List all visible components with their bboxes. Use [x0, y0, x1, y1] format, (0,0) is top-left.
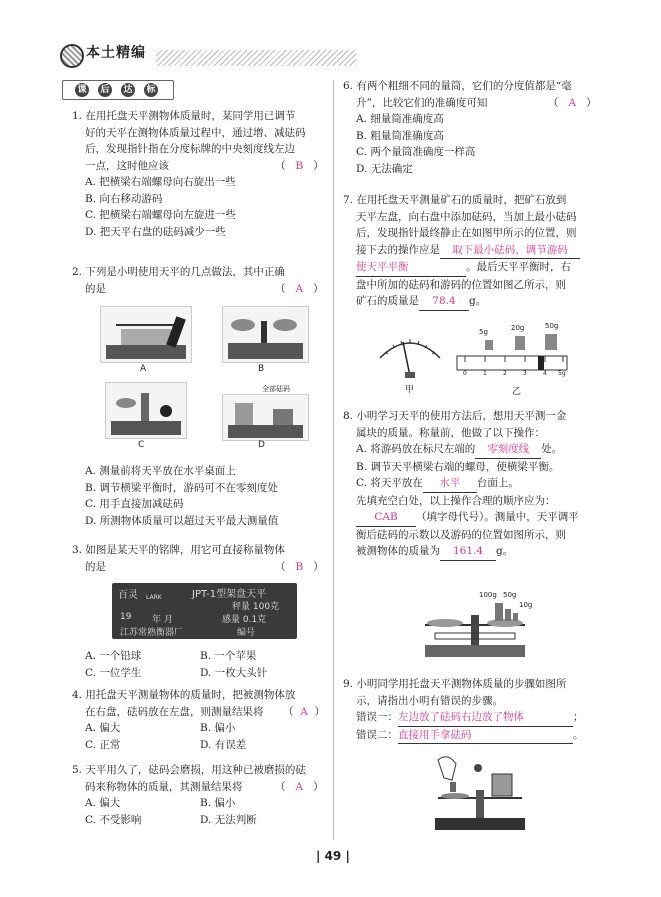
- figure-label: 乙: [512, 387, 522, 397]
- option: D. 所测物体质量可以超过天平最大测量值: [85, 514, 279, 527]
- question-text: 。: [573, 728, 584, 741]
- question-line: [343, 259, 605, 277]
- scale-tick: 4: [543, 370, 547, 377]
- question-text: 矿石的质量是: [356, 295, 419, 307]
- weight-label: 50g: [503, 591, 517, 599]
- scale-tick: 1: [483, 370, 487, 377]
- option: B. 偏小: [200, 722, 236, 734]
- question-line: [343, 475, 605, 493]
- option: A. 测量前将天平放在水平桌面上: [85, 465, 236, 477]
- scale-tick: 0: [463, 370, 467, 377]
- question-3: [72, 542, 327, 575]
- option: D. 无法确定: [356, 162, 413, 175]
- option: C. 用手直接加减砝码: [85, 498, 184, 510]
- option: A. 细量筒准确度高: [356, 113, 444, 125]
- plate-capacity: 秤量 100克: [232, 602, 280, 612]
- weight-label: 20g: [511, 324, 525, 332]
- header-decor: [156, 50, 356, 66]
- question-2-options: [72, 463, 327, 529]
- option: B. 调节横梁平衡时，游码可不在零刻度处: [85, 481, 278, 494]
- option: C. 把横梁右端螺母向左旋进一些: [85, 209, 236, 221]
- question-line: 5. 天平用久了，砝码会磨损，用这种已被磨损的砝: [72, 764, 306, 776]
- answer-paren: （ A ）: [275, 283, 324, 295]
- option: C. 不受影响: [85, 813, 142, 826]
- column-divider: [333, 80, 334, 840]
- gauge-drawing: [375, 328, 445, 380]
- weight-label: 5g: [479, 328, 488, 336]
- question-line: 好的天平在测物体质量过程中，通过增、减砝码: [85, 126, 306, 139]
- answer-value: A: [300, 706, 308, 718]
- option: D. 一枚大头针: [200, 666, 268, 679]
- answer-blank: 78.4: [419, 293, 469, 311]
- answer-value: A: [295, 283, 304, 295]
- question-line: 属块的质量。称量前，他做了以下操作：: [356, 426, 545, 439]
- answer-blank: 161.4: [440, 543, 496, 561]
- figure-label: B: [258, 364, 265, 374]
- question-line: 升”，比较它们的准确度可知: [356, 96, 488, 109]
- question-line: 后，发现指针最终静止在如图甲所示的位置，则: [356, 227, 577, 239]
- answer-paren: （ A ）: [275, 781, 324, 793]
- question-text: （填字母代号）。测量中，天平调平: [416, 511, 579, 523]
- answer-blank: 取下最小砝码，调节游码: [440, 242, 580, 260]
- weight-label: 100g: [479, 591, 497, 599]
- page-number: | 49 |: [316, 849, 350, 863]
- plate-brand-en: LARK: [146, 594, 162, 601]
- question-text: 处。: [541, 443, 563, 455]
- section-frame: [62, 80, 174, 100]
- question-1: [72, 108, 327, 240]
- question-line: [343, 441, 605, 459]
- question-text: 错误二：: [356, 728, 398, 741]
- section-char: 课: [75, 83, 89, 97]
- balance-drawing: [106, 383, 186, 438]
- question-line: [343, 509, 605, 527]
- section-badge: [62, 80, 177, 100]
- weights-scale-figure: [455, 322, 570, 382]
- option: D. 把天平右盘的砝码减少一些: [85, 225, 226, 238]
- answer-value: A: [295, 781, 304, 793]
- question-line: [343, 727, 605, 745]
- question-line: 1. 在用托盘天平测物体质量时，某同学用已调节: [72, 110, 296, 122]
- hand-weighing-figure: [430, 750, 530, 832]
- question-line: [343, 242, 605, 260]
- option: C. 正常: [85, 738, 121, 751]
- plate-serial: 编号: [237, 628, 256, 638]
- balance-drawing: [430, 750, 530, 832]
- scale-drawing: [455, 330, 570, 382]
- question-text: g。: [469, 295, 487, 307]
- answer-blank: 使天平平衡: [356, 259, 466, 277]
- balance-drawing: [415, 585, 535, 660]
- question-text: C. 将天平放在: [356, 477, 423, 489]
- header-title: 本土精编: [86, 45, 146, 61]
- question-line: 3. 如图是某天平的铭牌，用它可直接称量物体: [72, 544, 285, 556]
- question-line: 盘中所加的砝码和游码的位置如图乙所示，则: [356, 278, 566, 291]
- question-7: [343, 192, 605, 311]
- answer-blank: CAB: [356, 509, 416, 527]
- question-6: [343, 78, 605, 177]
- option: C. 两个量筒准确度一样高: [356, 146, 476, 158]
- page-header: [60, 36, 360, 70]
- question-line: 在右盘，砝码放在左盘，则测量结果将: [85, 705, 264, 718]
- question-text: 被测物体的质量为: [356, 545, 440, 557]
- header-logo-icon: [60, 44, 84, 68]
- plate-model: JPT-1型架盘天平: [192, 589, 267, 600]
- answer-paren: （ B ）: [275, 561, 324, 573]
- question-line: [343, 543, 605, 561]
- balance-figure-d: [222, 394, 309, 441]
- question-text: 。最后天平平衡时，右: [466, 261, 571, 273]
- question-text: 接下去的操作应是: [356, 243, 440, 256]
- option: D. 有误差: [200, 738, 247, 751]
- question-line: 示，请指出小明有错误的步骤。: [356, 694, 503, 707]
- question-line: 衡后砝码的示数以及游码的位置如图所示，则: [356, 528, 566, 541]
- scale-tick: 5g: [558, 370, 566, 377]
- question-text: A. 将游码放在标尺左端的: [356, 443, 476, 455]
- option: A. 偏大: [85, 722, 121, 734]
- answer-paren: （ A ）: [548, 97, 597, 109]
- answer-paren: （ A ）: [283, 706, 325, 718]
- answer-blank: 左边放了砝码右边放了物体: [398, 709, 573, 727]
- question-5: [72, 762, 327, 828]
- figure-note: 全部砝码: [262, 385, 290, 393]
- answer-value: B: [295, 160, 304, 172]
- figure-label: 甲: [405, 385, 415, 395]
- balance-figure-b: [222, 306, 309, 363]
- balance-drawing: [223, 395, 308, 440]
- option: D. 无法判断: [200, 813, 257, 826]
- question-8: [343, 408, 605, 561]
- question-line: 的是: [85, 282, 106, 295]
- question-line: 的是: [85, 560, 106, 573]
- question-line: [343, 293, 605, 311]
- question-line: 9. 小明同学用托盘天平测物体质量的步骤如图所: [343, 678, 567, 690]
- plate-month: 年 月: [152, 615, 173, 625]
- pointer-gauge-figure: [375, 328, 445, 380]
- question-line: 7. 在用托盘天平测量矿石的质量时，把矿石放到: [343, 194, 567, 206]
- option: B. 向右移动游码: [85, 192, 163, 205]
- question-text: 错误一：: [356, 711, 398, 723]
- weight-label: 10g: [519, 601, 533, 609]
- scale-tick: 3: [523, 370, 527, 377]
- answer-value: B: [295, 561, 304, 573]
- question-9: [343, 676, 605, 744]
- question-line: 码来称物体的质量，其测量结果将: [85, 780, 243, 793]
- plate-brand: 百灵: [118, 590, 138, 601]
- question-4: [72, 687, 327, 753]
- balance-with-weights-figure: [415, 585, 535, 660]
- question-line: 一点，这时他应该: [85, 159, 169, 172]
- plate-maker: 江苏常熟衡器厂: [120, 628, 184, 638]
- question-line: [343, 709, 605, 727]
- question-line: 天平左盘，向右盘中添加砝码，当加上最小砝码: [356, 210, 577, 223]
- plate-sensitivity: 感量 0.1克: [222, 615, 267, 625]
- section-char: 标: [144, 83, 158, 97]
- option: B. 粗量筒准确度高: [356, 129, 444, 142]
- figure-label: A: [140, 364, 147, 374]
- question-line: 后，发现指针指在分度标牌的中央刻度线左边: [85, 143, 295, 155]
- option: A. 把横梁右端螺母向右旋出一些: [85, 176, 236, 188]
- question-2: [72, 264, 327, 297]
- question-text: g。: [496, 545, 514, 557]
- figure-label: C: [138, 440, 145, 450]
- question-line: 4. 用托盘天平测量物体的质量时，把被测物体放: [72, 689, 296, 701]
- option: B. 一个苹果: [200, 650, 257, 662]
- balance-figure-a: [100, 306, 192, 363]
- option: A. 偏大: [85, 797, 121, 809]
- question-text: ；: [573, 711, 584, 723]
- answer-value: A: [568, 97, 577, 109]
- weight-label: 50g: [545, 322, 559, 330]
- balance-drawing: [223, 307, 308, 362]
- question-3-options: [72, 648, 327, 681]
- question-line: B. 调节天平横梁右端的螺母，使横梁平衡。: [356, 460, 560, 473]
- section-char: 后: [98, 83, 112, 97]
- section-char: 达: [121, 83, 135, 97]
- question-line: 6. 有两个粗细不同的量筒，它们的分度值都是“毫: [343, 80, 572, 92]
- option: C. 一位学生: [85, 666, 142, 679]
- answer-blank: 零刻度线: [475, 441, 541, 459]
- option: B. 偏小: [200, 797, 236, 809]
- answer-blank: 直接用手拿砝码: [398, 727, 573, 745]
- question-line: 2. 下列是小明使用天平的几点做法，其中正确: [72, 266, 285, 278]
- nameplate: [112, 583, 297, 639]
- balance-figure-c: [105, 382, 187, 439]
- question-line: 8. 小明学习天平的使用方法后，想用天平测一金: [343, 410, 567, 422]
- page-number-value: 49: [324, 849, 342, 863]
- question-line: 先填充空白处，以上操作合理的顺序应为：: [356, 494, 556, 507]
- question-text: 台面上。: [476, 477, 519, 489]
- answer-paren: （ B ）: [275, 160, 324, 172]
- balance-drawing: [101, 307, 191, 362]
- scale-tick: 2: [503, 370, 507, 377]
- option: A. 一个铅球: [85, 650, 142, 662]
- figure-label: D: [258, 440, 265, 450]
- answer-blank: 水平: [423, 475, 477, 493]
- plate-year: 19: [120, 612, 132, 622]
